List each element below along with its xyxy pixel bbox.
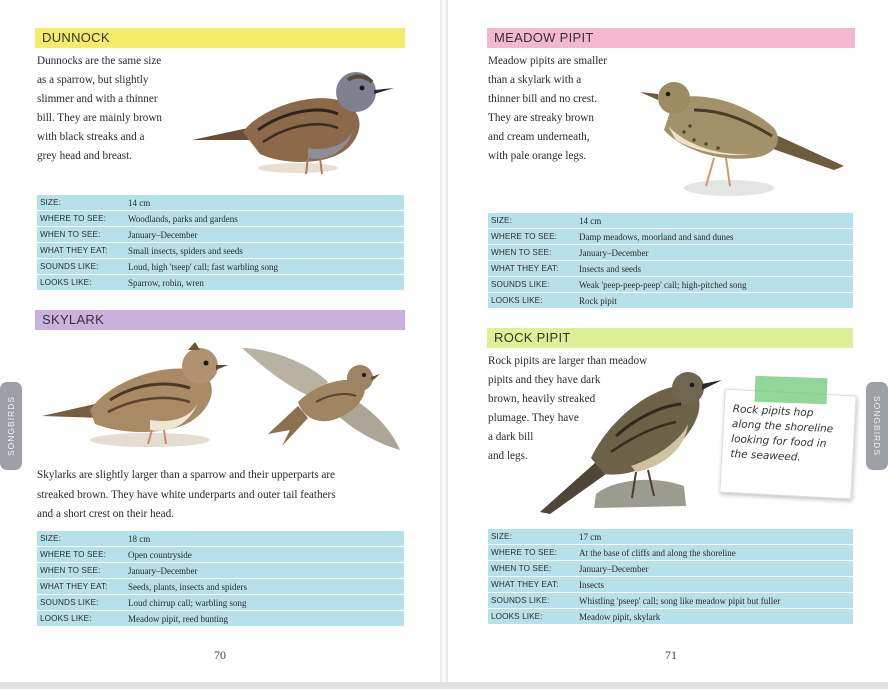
green-tape <box>755 376 828 404</box>
text-line: grey head and breast. <box>37 150 133 162</box>
text-line: plumage. They have <box>488 412 579 424</box>
dunnock-description <box>37 52 197 166</box>
skylark-header <box>35 310 405 330</box>
dunnock-header <box>35 28 405 48</box>
rock-pipit-facts-table <box>488 528 853 625</box>
table-row: SIZE: 14 cm <box>488 213 853 228</box>
right-page <box>448 0 888 682</box>
songbirds-side-tab-right[interactable] <box>866 382 888 470</box>
table-row: WHAT THEY EAT: Seeds, plants, insects and spiders <box>37 579 404 594</box>
table-row: SIZE: 18 cm <box>37 531 404 546</box>
text-line: than a skylark with a <box>488 74 582 86</box>
rock-pipit-title: ROCK PIPIT <box>494 330 571 345</box>
table-row: WHEN TO SEE: January–December <box>37 227 404 242</box>
text-line: Skylarks are slightly larger than a sparrow and their upperparts are <box>37 469 336 481</box>
table-row: LOOKS LIKE: Rock pipit <box>488 293 853 308</box>
page-number: 71 <box>665 648 677 662</box>
table-row: LOOKS LIKE: Sparrow, robin, wren <box>37 275 404 290</box>
text-line: slimmer and with a thinner <box>37 93 158 105</box>
table-row: LOOKS LIKE: Meadow pipit, reed bunting <box>37 611 404 626</box>
meadow-pipit-description <box>488 52 658 166</box>
songbirds-side-tab-left[interactable] <box>0 382 22 470</box>
meadow-pipit-illustration <box>634 70 849 200</box>
text-line: a dark bill <box>488 431 534 443</box>
text-line: with pale orange legs. <box>488 150 587 162</box>
rock-pipit-header <box>487 328 853 348</box>
text-line: pipits and they have dark <box>488 374 601 386</box>
table-row: WHAT THEY EAT: Small insects, spiders and seeds <box>37 243 404 258</box>
book-gutter <box>440 0 448 682</box>
table-row: WHEN TO SEE: January–December <box>488 245 853 260</box>
table-row: WHAT THEY EAT: Insects <box>488 577 853 592</box>
text-line: brown, heavily streaked <box>488 393 596 405</box>
table-row: WHERE TO SEE: Open countryside <box>37 547 404 562</box>
table-row: SIZE: 14 cm <box>37 195 404 210</box>
meadow-pipit-header <box>487 28 855 48</box>
table-row: SOUNDS LIKE: Weak 'peep-peep-peep' call; high-pitched song <box>488 277 853 292</box>
meadow-pipit-facts-table <box>488 212 853 309</box>
bottom-edge <box>0 682 888 689</box>
side-tab-label: SONGBIRDS <box>872 395 882 457</box>
text-line: Meadow pipits are smaller <box>488 55 607 67</box>
table-row: WHAT THEY EAT: Insects and seeds <box>488 261 853 276</box>
text-line: looking for food in <box>730 433 827 451</box>
skylark-flying-illustration <box>238 342 406 454</box>
text-line: along the shoreline <box>731 418 834 436</box>
skylark-facts-table <box>37 530 404 627</box>
table-row: WHEN TO SEE: January–December <box>488 561 853 576</box>
text-line: Dunnocks are the same size <box>37 55 162 67</box>
text-line: Rock pipits hop <box>732 403 814 420</box>
sticky-note-text <box>730 402 851 468</box>
text-line: and a short crest on their head. <box>37 508 174 520</box>
skylark-description <box>37 466 407 525</box>
text-line: thinner bill and no crest. <box>488 93 598 105</box>
dunnock-illustration <box>188 70 403 180</box>
table-row: LOOKS LIKE: Meadow pipit, skylark <box>488 609 853 624</box>
table-row: WHERE TO SEE: At the base of cliffs and along the shoreline <box>488 545 853 560</box>
text-line: streaked brown. They have white underparts and outer tail feathers <box>37 488 336 501</box>
table-row: SOUNDS LIKE: Whistling 'pseep' call; song like meadow pipit but fuller <box>488 593 853 608</box>
text-line: and cream underneath, <box>488 131 590 143</box>
text-line: They are streaky brown <box>488 112 594 124</box>
table-row: WHERE TO SEE: Damp meadows, moorland and sand dunes <box>488 229 853 244</box>
table-row: SOUNDS LIKE: Loud chirrup call; warbling song <box>37 595 404 610</box>
rock-pipit-sticky-note <box>719 389 856 500</box>
text-line: as a sparrow, but slightly <box>37 74 149 86</box>
skylark-title: SKYLARK <box>42 312 105 327</box>
text-line: bill. They are mainly brown <box>37 112 163 124</box>
page-number: 70 <box>214 648 226 662</box>
table-row: SIZE: 17 cm <box>488 529 853 544</box>
left-page <box>0 0 440 682</box>
text-line: Rock pipits are larger than meadow <box>488 355 648 367</box>
dunnock-facts-table <box>37 194 404 291</box>
dunnock-title: DUNNOCK <box>42 30 110 45</box>
text-line: with black streaks and a <box>37 131 145 143</box>
text-line: and legs. <box>488 450 528 462</box>
text-line: the seaweed. <box>730 448 802 464</box>
rock-pipit-illustration <box>536 366 726 518</box>
table-row: WHERE TO SEE: Woodlands, parks and gardens <box>37 211 404 226</box>
table-row: WHEN TO SEE: January–December <box>37 563 404 578</box>
table-row: SOUNDS LIKE: Loud, high 'tseep' call; fast warbling song <box>37 259 404 274</box>
skylark-perched-illustration <box>40 340 230 455</box>
meadow-pipit-title: MEADOW PIPIT <box>494 30 594 45</box>
side-tab-label: SONGBIRDS <box>6 395 16 457</box>
